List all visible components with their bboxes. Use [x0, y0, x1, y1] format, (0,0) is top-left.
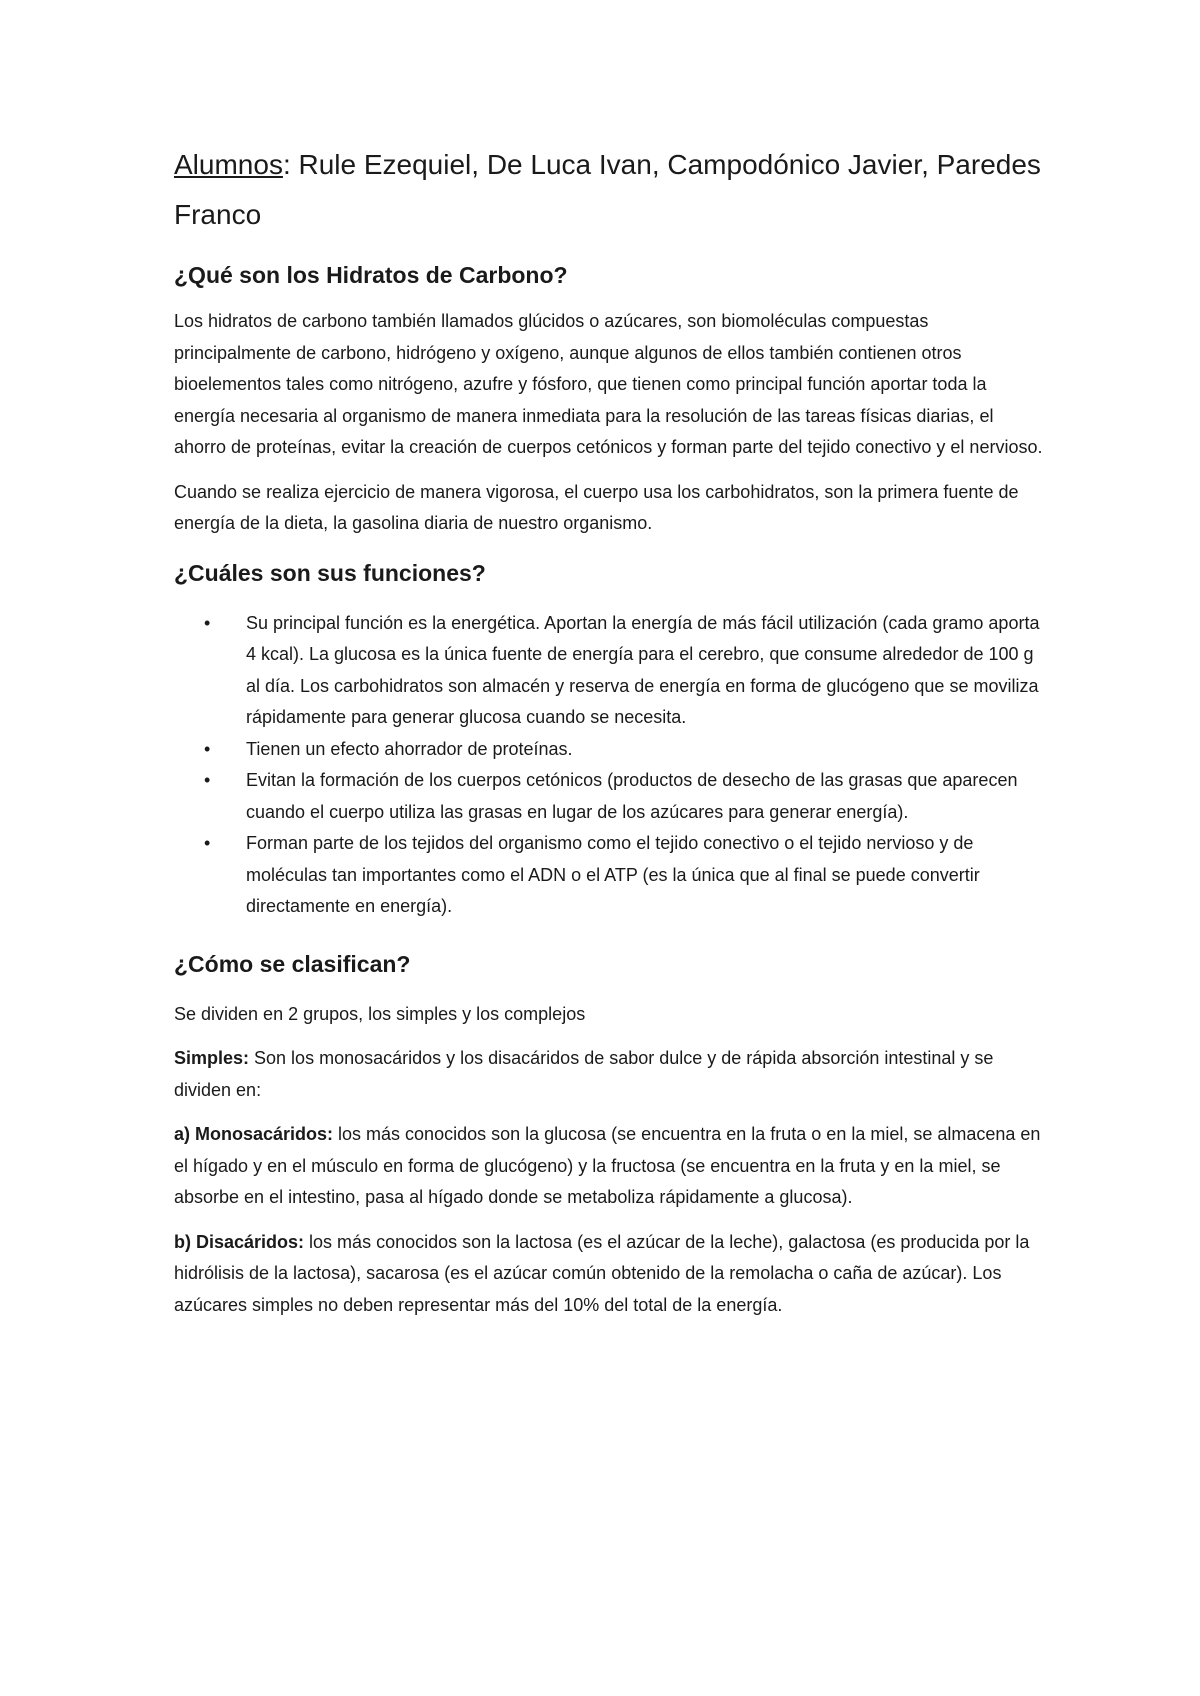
bullet-icon: •	[204, 612, 211, 633]
monosacaridos-text: los más conocidos son la glucosa (se encuentra en la fruta o en la miel, se almacena en el hígado y en el músculo en forma de glucógeno) y la fructosa (se encuentra en la fruta y en la miel, se absorbe en el intestino, pasa al hígado donde se metaboliza rápidamente a glucosa).	[174, 1124, 1041, 1207]
list-item	[174, 608, 1044, 734]
authors-line	[174, 140, 1044, 240]
bullet-icon: •	[204, 770, 211, 790]
list-item-text: Su principal función es la energética. Aportan la energía de más fácil utilización (cada gramo aporta 4 kcal). La glucosa es la única fuente de energía para el cerebro, que consume alrededor de 100 g al día. Los carbohidratos son almacén y reserva de energía en forma de glucógeno que se moviliza rápidamente para generar glucosa cuando se necesita.	[246, 612, 1040, 727]
list-item-text: Tienen un efecto ahorrador de proteínas.	[246, 738, 573, 759]
bullet-icon: •	[204, 738, 211, 759]
functions-list	[174, 608, 1044, 923]
monosacaridos-label: a) Monosacáridos:	[174, 1124, 334, 1144]
heading-clasificacion: ¿Cómo se clasifican?	[174, 950, 411, 977]
paragraph-definicion: Los hidratos de carbono también llamados glúcidos o azúcares, son biomoléculas compuestas principalmente de carbono, hidrógeno y oxígeno, aunque algunos de ellos también contienen otros bioelementos tales como nitrógeno, azufre y fósforo, que tienen como principal función aportar toda la energía necesaria al organismo de manera inmediata para la resolución de las tareas físicas diarias, el ahorro de proteínas, evitar la creación de cuerpos cetónicos y forman parte del tejido conectivo y el nervioso.	[174, 311, 1043, 457]
simples-label: Simples:	[174, 1048, 250, 1068]
paragraph-monosacaridos	[174, 1119, 1044, 1214]
heading-que-son: ¿Qué son los Hidratos de Carbono?	[174, 262, 568, 288]
paragraph-grupos: Se dividen en 2 grupos, los simples y los complejos	[174, 1003, 586, 1024]
list-item	[174, 734, 1044, 766]
paragraph-simples	[174, 1043, 1044, 1106]
authors-names: Rule Ezequiel, De Luca Ivan, Campodónico Javier, Paredes Franco	[174, 149, 1041, 230]
disacaridos-text: los más conocidos son la lactosa (es el azúcar de la leche), galactosa (es producida por la hidrólisis de la lactosa), sacarosa (es el azúcar común obtenido de la remolacha o caña de azúcar). Los azúcares simples no deben representar más del 10% del total de la energía.	[174, 1231, 1030, 1315]
heading-funciones: ¿Cuáles son sus funciones?	[174, 559, 486, 586]
simples-text: Son los monosacáridos y los disacáridos de sabor dulce y de rápida absorción intestinal y se dividen en:	[174, 1048, 994, 1100]
list-item-text: Forman parte de los tejidos del organismo como el tejido conectivo o el tejido nervioso y de moléculas tan importantes como el ADN o el ATP (es la única que al final se puede convertir directamente en energía).	[246, 833, 980, 916]
list-item-text: Evitan la formación de los cuerpos cetónicos (productos de desecho de las grasas que aparecen cuando el cuerpo utiliza las grasas en lugar de los azúcares para generar energía).	[246, 770, 1018, 822]
paragraph-disacaridos	[174, 1227, 1044, 1322]
authors-separator: :	[282, 149, 291, 180]
authors-label: Alumnos	[174, 149, 283, 180]
disacaridos-label: b) Disacáridos:	[174, 1231, 305, 1252]
list-item	[174, 828, 1044, 923]
document-page	[174, 140, 1044, 1334]
paragraph-ejercicio: Cuando se realiza ejercicio de manera vigorosa, el cuerpo usa los carbohidratos, son la primera fuente de energía de la dieta, la gasolina diaria de nuestro organismo.	[174, 481, 1019, 533]
list-item	[174, 765, 1044, 828]
bullet-icon: •	[204, 833, 211, 853]
